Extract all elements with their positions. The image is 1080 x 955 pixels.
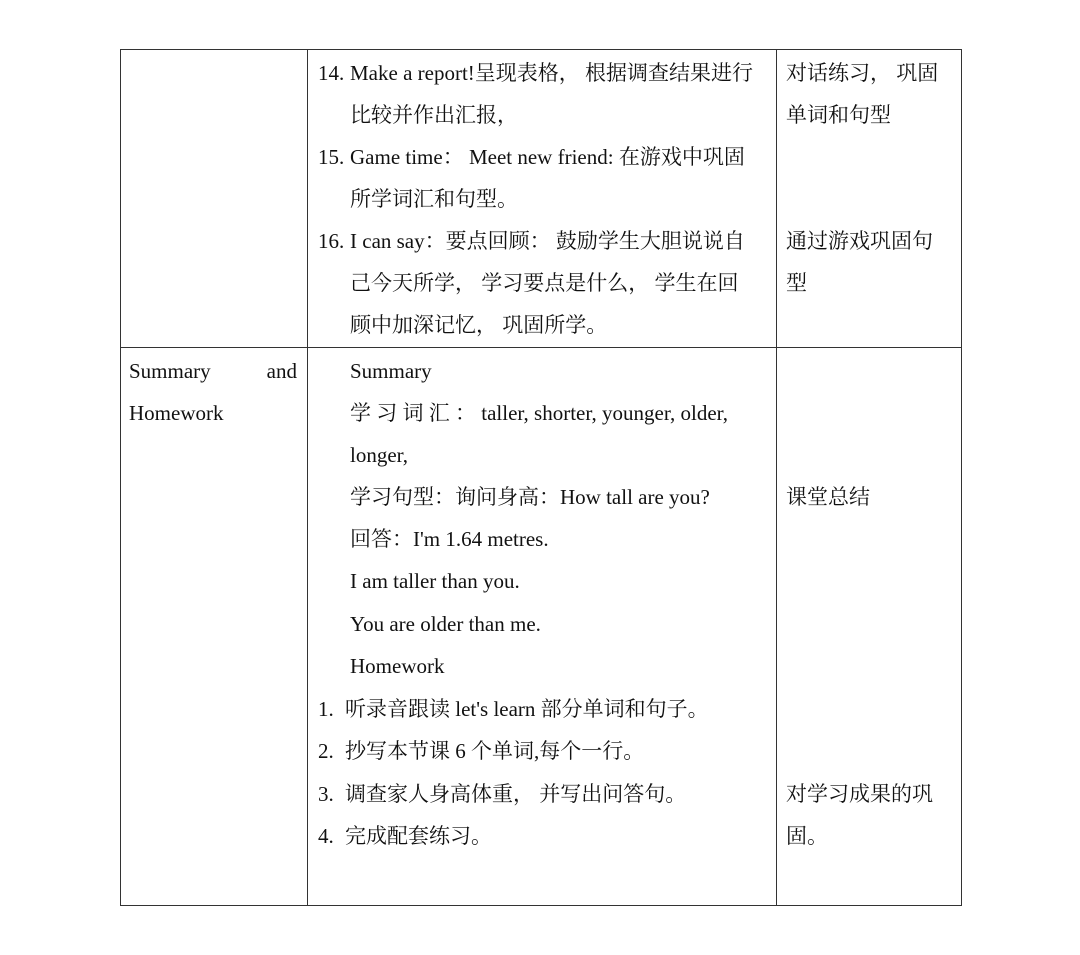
table-top-border [120, 49, 962, 50]
process-item-15-text: Game time： Meet new friend: 在游戏中巩固 [350, 145, 745, 169]
summary-heading: Summary [350, 359, 432, 383]
column-divider-1 [307, 49, 308, 906]
homework-item-3-text: 调查家人身高体重， 并写出问答句。 [345, 782, 687, 806]
homework-item-1-number: 1. [318, 697, 334, 721]
purpose-class-summary: 课堂总结 [786, 485, 870, 509]
purpose-game-consolidation: 通过游戏巩固句 [786, 229, 933, 253]
process-item-16-continued-2: 顾中加深记忆， 巩固所学。 [350, 313, 608, 337]
stage-title-line1 [129, 350, 297, 392]
process-item-14-text: Make a report!呈现表格， 根据调查结果进行 [350, 61, 754, 85]
summary-example-1: I am taller than you. [350, 569, 520, 593]
process-item-15-continued: 所学词汇和句型。 [350, 187, 518, 211]
table-left-border [120, 49, 121, 906]
process-item-16-continued: 己今天所学， 学习要点是什么， 学生在回 [350, 271, 739, 295]
summary-answer: 回答：I'm 1.64 metres. [350, 527, 549, 551]
summary-example-2: You are older than me. [350, 612, 541, 636]
purpose-consolidate-results-continued: 固。 [786, 824, 828, 848]
process-item-16-text: I can say：要点回顾： 鼓励学生大胆说说自 [350, 229, 745, 253]
homework-item-1-text: 听录音跟读 let's learn 部分单词和句子。 [345, 697, 709, 721]
homework-item-3-number: 3. [318, 782, 334, 806]
homework-heading: Homework [350, 654, 445, 678]
stage-title-line2: Homework [129, 401, 224, 425]
homework-item-2-number: 2. [318, 739, 334, 763]
stage-word-and: and [266, 359, 297, 383]
column-divider-2 [776, 49, 777, 906]
row-divider [120, 347, 962, 348]
process-item-14-number: 14. [318, 61, 345, 85]
purpose-consolidate-results: 对学习成果的巩 [786, 782, 933, 806]
homework-item-4-number: 4. [318, 824, 334, 848]
process-item-14-continued: 比较并作出汇报， [350, 103, 518, 127]
summary-vocabulary: 学 习 词 汇 ： taller, shorter, younger, older, [350, 401, 729, 425]
purpose-dialogue-practice: 对话练习， 巩固 [786, 61, 939, 85]
homework-item-4-text: 完成配套练习。 [345, 824, 492, 848]
purpose-dialogue-practice-continued: 单词和句型 [786, 103, 891, 127]
table-bottom-border [120, 905, 962, 906]
summary-vocabulary-continued: longer, [350, 443, 409, 467]
process-item-15-number: 15. [318, 145, 345, 169]
stage-word-summary: Summary [129, 359, 211, 383]
homework-item-2-text: 抄写本节课 6 个单词,每个一行。 [345, 739, 645, 763]
purpose-game-consolidation-continued: 型 [786, 271, 807, 295]
summary-sentence-pattern: 学习句型：询问身高：How tall are you? [350, 485, 710, 509]
table-right-border [961, 49, 962, 906]
process-item-16-number: 16. [318, 229, 345, 253]
